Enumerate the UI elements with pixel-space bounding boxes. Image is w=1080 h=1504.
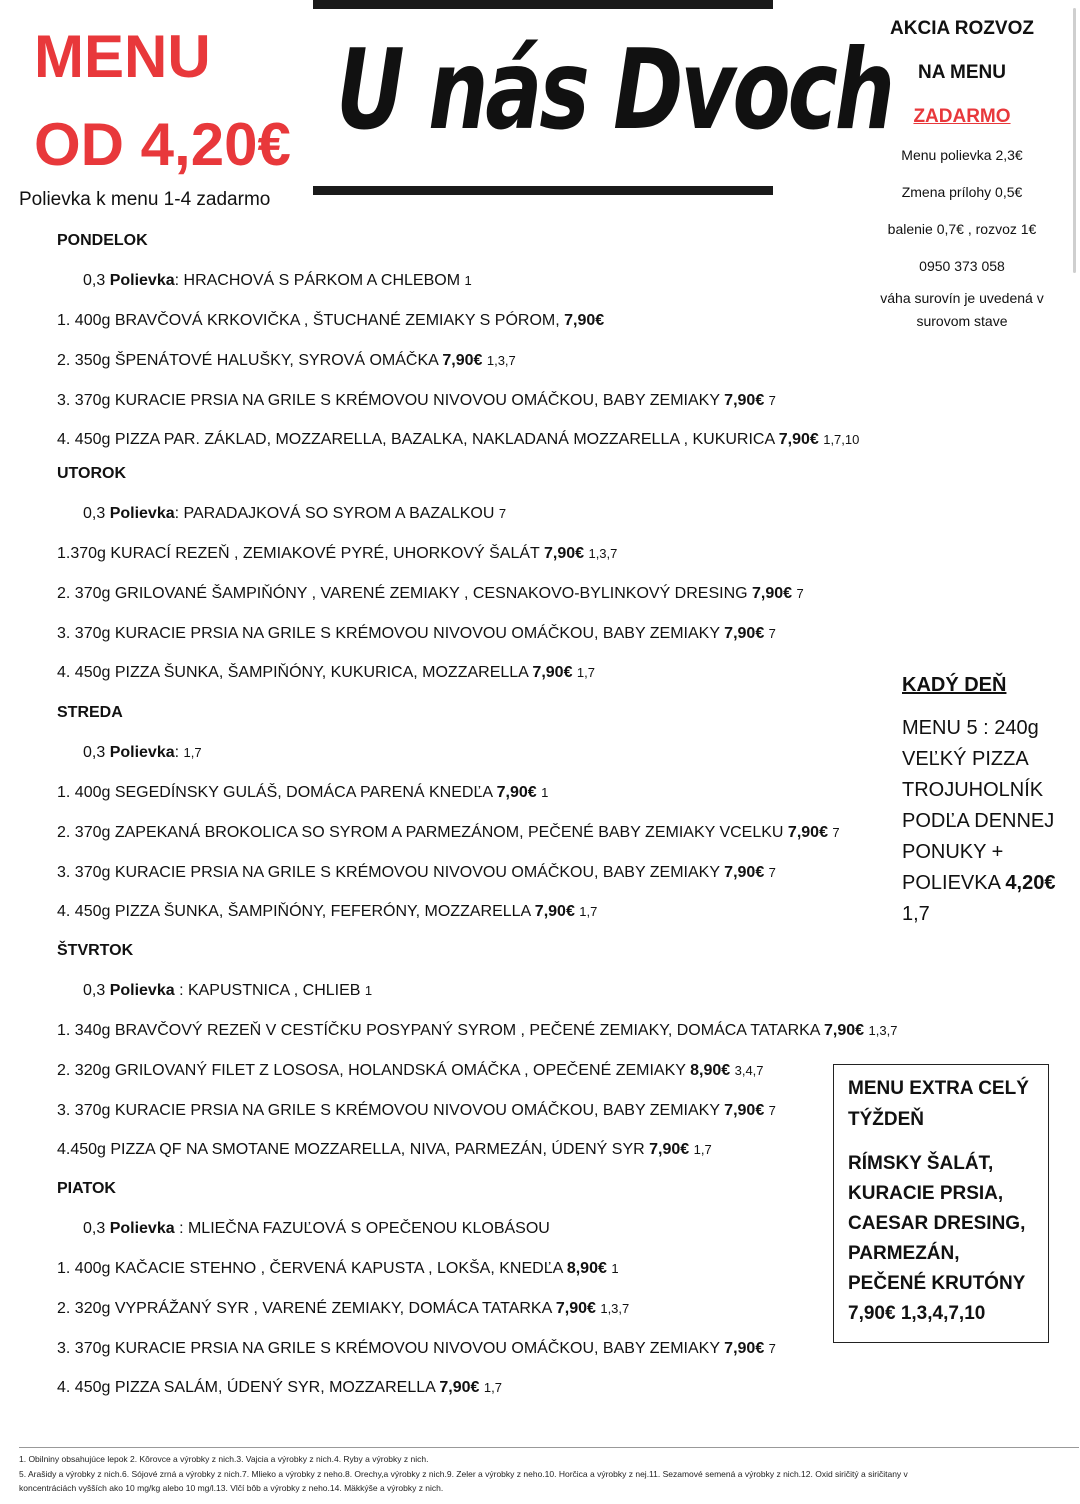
soup-item bbox=[83, 273, 472, 289]
soup-allergens: 7 bbox=[498, 506, 507, 521]
menu-item bbox=[57, 313, 604, 329]
menu-item-allergens: 1,7 bbox=[693, 1142, 712, 1158]
soup-name: : HRACHOVÁ S PÁRKOM A CHLEBOM bbox=[174, 272, 461, 289]
menu-item-price: 7,90€ bbox=[724, 391, 765, 409]
menu-item-text: 2. 370g GRILOVANÉ ŠAMPIŇÓNY , VARENÉ ZEMIAKY , CESNAKOVO-BYLINKOVÝ DRESING bbox=[57, 584, 748, 602]
menu-item-allergens: 1 bbox=[611, 1261, 619, 1276]
menu-item-text: 4. 450g PIZZA ŠUNKA, ŠAMPIŇÓNY, KUKURICA, MOZZARELLA bbox=[57, 664, 528, 682]
soup-volume: 0,3 bbox=[83, 982, 110, 999]
allergen-line-2: 5. Arašidy a výrobky z nich.6. Sójové zrná a výrobky z nich.7. Mlieko a výrobky z neho.8. Orechy,a výrobky z nich.9. Zeler a výrobky z neho.10. Horčica a výrobky z nej.11. Sezamové semená a výrobky z nich.12. Oxid siričitý a siričitany v bbox=[19, 1468, 908, 1479]
menu-item bbox=[57, 353, 516, 369]
menu-subtitle: Polievka k menu 1-4 zadarmo bbox=[19, 189, 271, 210]
soup-item bbox=[83, 983, 372, 999]
every-day-offer bbox=[902, 713, 1062, 930]
menu-item-text: 1. 400g SEGEDÍNSKY GULÁŠ, DOMÁCA PARENÁ KNEDĽA bbox=[57, 784, 493, 801]
allergen-line-3: koncentráciách vyšších ako 10 mg/kg alebo 10 mg/l.13. Vlčí bôb a výrobky z neho.14. Mäkkýše a výrobky z nich. bbox=[19, 1483, 444, 1493]
soup-allergens: 1 bbox=[364, 983, 373, 998]
logo-top-bar bbox=[313, 0, 773, 9]
menu-item-price: 7,90€ bbox=[534, 903, 575, 921]
soup-volume: 0,3 bbox=[83, 744, 110, 761]
soup-name: : MLIEČNA FAZUĽOVÁ S OPEČENOU KLOBÁSOU bbox=[174, 1220, 550, 1237]
menu-item-text: 2. 320g VYPRÁŽANÝ SYR , VARENÉ ZEMIAKY, DOMÁCA TATARKA bbox=[57, 1299, 552, 1317]
menu-item-price: 7,90€ bbox=[724, 624, 765, 642]
menu-item-allergens: 1,7 bbox=[579, 904, 598, 920]
menu-item bbox=[57, 1142, 712, 1158]
menu-item-allergens: 1 bbox=[541, 785, 549, 800]
menu-item-allergens: 1,7,10 bbox=[823, 432, 860, 448]
phone-number: 0950 373 058 bbox=[919, 258, 1005, 274]
every-day-price: 4,20€ bbox=[1005, 872, 1056, 894]
soup-allergens: 1 bbox=[464, 273, 472, 288]
promo-line-2: NA MENU bbox=[918, 62, 1006, 83]
soup-allergens: 1,7 bbox=[183, 745, 202, 760]
menu-item-price: 8,90€ bbox=[690, 1061, 731, 1079]
weight-note: váha surovín je uvedená v surovom stave bbox=[880, 290, 1044, 329]
soup-name: : KAPUSTNICA , CHLIEB bbox=[174, 982, 361, 999]
menu-item bbox=[57, 865, 776, 881]
promo-line-1: AKCIA ROZVOZ bbox=[890, 18, 1034, 39]
allergen-line-1: 1. Obilniny obsahujúce lepok 2. Kôrovce a výrobky z nich.3. Vajcia a výrobky z nich.4. Ryby a výrobky z nich. bbox=[19, 1454, 429, 1464]
menu-item bbox=[57, 626, 776, 642]
menu-item bbox=[57, 586, 804, 602]
day-heading: PIATOK bbox=[57, 1180, 116, 1197]
menu-item bbox=[57, 785, 548, 801]
soup-item bbox=[83, 1221, 550, 1237]
soup-name: : bbox=[174, 744, 180, 761]
soup-price-info: Menu polievka 2,3€ bbox=[901, 147, 1023, 163]
menu-item-price: 7,90€ bbox=[496, 784, 537, 801]
weekly-extra-title: MENU EXTRA CELÝ TÝŽDEŇ bbox=[848, 1078, 1029, 1130]
menu-item-text: 4. 450g PIZZA PAR. ZÁKLAD, MOZZARELLA, BAZALKA, NAKLADANÁ MOZZARELLA , KUKURICA bbox=[57, 431, 775, 449]
menu-item-text: 3. 370g KURACIE PRSIA NA GRILE S KRÉMOVOU NIVOVOU OMÁČKOU, BABY ZEMIAKY bbox=[57, 1101, 720, 1119]
menu-item-allergens: 1,3,7 bbox=[486, 352, 516, 368]
menu-item-price: 7,90€ bbox=[778, 431, 819, 449]
scrollbar[interactable] bbox=[1073, 8, 1076, 273]
menu-item bbox=[57, 432, 859, 448]
day-heading: ŠTVRTOK bbox=[57, 942, 134, 959]
menu-item-price: 7,90€ bbox=[724, 1339, 765, 1357]
menu-price-heading: OD 4,20€ bbox=[34, 111, 291, 178]
soup-item bbox=[83, 506, 506, 522]
menu-item-allergens: 7 bbox=[768, 1102, 776, 1118]
weekly-extra-body: RÍMSKY ŠALÁT, KURACIE PRSIA, CAESAR DRESING, PARMEZÁN, PEČENÉ KRUTÓNY 7,90€ 1,3,4,7,10 bbox=[848, 1153, 1026, 1324]
menu-item-allergens: 7 bbox=[832, 824, 840, 840]
menu-item-allergens: 3,4,7 bbox=[734, 1062, 764, 1078]
menu-item bbox=[57, 825, 840, 841]
menu-item-allergens: 7 bbox=[768, 392, 776, 408]
menu-item bbox=[57, 1380, 502, 1396]
soup-volume: 0,3 bbox=[83, 505, 110, 522]
day-heading: UTOROK bbox=[57, 465, 127, 482]
menu-item-price: 7,90€ bbox=[724, 1101, 765, 1119]
soup-label: Polievka bbox=[109, 505, 175, 522]
menu-item-text: 1. 340g BRAVČOVÝ REZEŇ V CESTÍČKU POSYPANÝ SYROM , PEČENÉ ZEMIAKY, DOMÁCA TATARKA bbox=[57, 1022, 820, 1039]
menu-item bbox=[57, 1023, 897, 1039]
logo-bottom-bar bbox=[313, 186, 773, 195]
menu-item-price: 7,90€ bbox=[724, 863, 765, 881]
soup-item bbox=[83, 745, 202, 761]
menu-item-price: 7,90€ bbox=[442, 351, 483, 369]
restaurant-logo: U nás Dvoch bbox=[336, 26, 892, 156]
menu-item-text: 3. 370g KURACIE PRSIA NA GRILE S KRÉMOVOU NIVOVOU OMÁČKOU, BABY ZEMIAKY bbox=[57, 624, 720, 642]
menu-item-price: 7,90€ bbox=[543, 545, 585, 562]
soup-name: : PARADAJKOVÁ SO SYROM A BAZALKOU bbox=[174, 505, 495, 522]
menu-item-text: 4.450g PIZZA QF NA SMOTANE MOZZARELLA, NIVA, PARMEZÁN, ÚDENÝ SYR bbox=[57, 1141, 645, 1159]
menu-item-text: 1.370g KURACÍ REZEŇ , ZEMIAKOVÉ PYRÉ, UHORKOVÝ ŠALÁT bbox=[57, 545, 540, 562]
menu-item-allergens: 1,3,7 bbox=[868, 1023, 898, 1038]
menu-item-text: 3. 370g KURACIE PRSIA NA GRILE S KRÉMOVOU NIVOVOU OMÁČKOU, BABY ZEMIAKY bbox=[57, 391, 720, 409]
every-day-allergens: 1,7 bbox=[902, 903, 930, 925]
delivery-promo bbox=[852, 19, 1072, 333]
menu-item-price: 7,90€ bbox=[752, 584, 793, 602]
menu-item bbox=[57, 665, 595, 681]
menu-item-text: 4. 450g PIZZA ŠUNKA, ŠAMPIŇÓNY, FEFERÓNY, MOZZARELLA bbox=[57, 903, 531, 921]
menu-item-text: 1. 400g BRAVČOVÁ KRKOVIČKA , ŠTUCHANÉ ZEMIAKY S PÓROM, bbox=[57, 312, 560, 329]
menu-item-price: 7,90€ bbox=[824, 1022, 865, 1039]
menu-item-price: 7,90€ bbox=[532, 664, 573, 682]
menu-item-price: 7,90€ bbox=[649, 1141, 690, 1159]
soup-label: Polievka bbox=[109, 982, 175, 999]
every-day-text: MENU 5 : 240g VEĽKÝ PIZZA TROJUHOLNÍK PODĽA DENNEJ PONUKY + POLIEVKA bbox=[902, 717, 1055, 894]
menu-item-text: 3. 370g KURACIE PRSIA NA GRILE S KRÉMOVOU NIVOVOU OMÁČKOU, BABY ZEMIAKY bbox=[57, 863, 720, 881]
soup-label: Polievka bbox=[109, 272, 175, 289]
menu-item bbox=[57, 546, 617, 562]
packaging-delivery-info: balenie 0,7€ , rozvoz 1€ bbox=[887, 221, 1037, 237]
menu-item-text: 3. 370g KURACIE PRSIA NA GRILE S KRÉMOVOU NIVOVOU OMÁČKOU, BABY ZEMIAKY bbox=[57, 1339, 720, 1357]
menu-item bbox=[57, 1103, 776, 1119]
menu-item-price: 7,90€ bbox=[555, 1299, 596, 1317]
menu-heading: MENU bbox=[34, 23, 211, 90]
soup-label: Polievka bbox=[109, 744, 175, 761]
menu-item-price: 7,90€ bbox=[787, 823, 828, 841]
promo-free: ZADARMO bbox=[913, 106, 1011, 127]
day-heading: STREDA bbox=[57, 704, 123, 721]
day-heading: PONDELOK bbox=[57, 232, 148, 249]
allergen-legend bbox=[19, 1452, 908, 1496]
menu-item-allergens: 1,7 bbox=[483, 1380, 502, 1396]
menu-item bbox=[57, 904, 597, 920]
menu-item-text: 2. 370g ZAPEKANÁ BROKOLICA SO SYROM A PARMEZÁNOM, PEČENÉ BABY ZEMIAKY VCELKU bbox=[57, 823, 784, 841]
weekly-extra-box bbox=[833, 1064, 1049, 1343]
menu-item-price: 8,90€ bbox=[566, 1260, 607, 1277]
menu-item-text: 4. 450g PIZZA SALÁM, ÚDENÝ SYR, MOZZARELLA bbox=[57, 1379, 435, 1397]
menu-item-allergens: 7 bbox=[796, 585, 804, 601]
menu-item bbox=[57, 1063, 764, 1079]
menu-item-allergens: 7 bbox=[768, 625, 776, 641]
menu-item-allergens: 7 bbox=[768, 864, 776, 880]
soup-label: Polievka bbox=[109, 1220, 175, 1237]
menu-item bbox=[57, 1301, 629, 1317]
menu-item-price: 7,90€ bbox=[439, 1379, 480, 1397]
soup-volume: 0,3 bbox=[83, 1220, 110, 1237]
menu-item-allergens: 7 bbox=[768, 1340, 776, 1356]
side-change-info: Zmena prílohy 0,5€ bbox=[901, 184, 1023, 200]
menu-item bbox=[57, 393, 776, 409]
footer-divider bbox=[19, 1447, 1079, 1448]
menu-item-allergens: 1,3,7 bbox=[600, 1300, 630, 1316]
soup-volume: 0,3 bbox=[83, 272, 110, 289]
menu-item-allergens: 1,7 bbox=[576, 665, 595, 681]
every-day-title: KADÝ DEŇ bbox=[902, 674, 1007, 696]
menu-item-text: 1. 400g KAČACIE STEHNO , ČERVENÁ KAPUSTA , LOKŠA, KNEDĽA bbox=[57, 1260, 563, 1277]
menu-item-allergens: 1,3,7 bbox=[588, 546, 618, 561]
menu-item-text: 2. 320g GRILOVANÝ FILET Z LOSOSA, HOLANDSKÁ OMÁČKA , OPEČENÉ ZEMIAKY bbox=[57, 1061, 686, 1079]
menu-item bbox=[57, 1341, 776, 1357]
menu-item-text: 2. 350g ŠPENÁTOVÉ HALUŠKY, SYROVÁ OMÁČKA bbox=[57, 351, 438, 369]
menu-item bbox=[57, 1261, 619, 1277]
menu-item-price: 7,90€ bbox=[564, 312, 605, 329]
